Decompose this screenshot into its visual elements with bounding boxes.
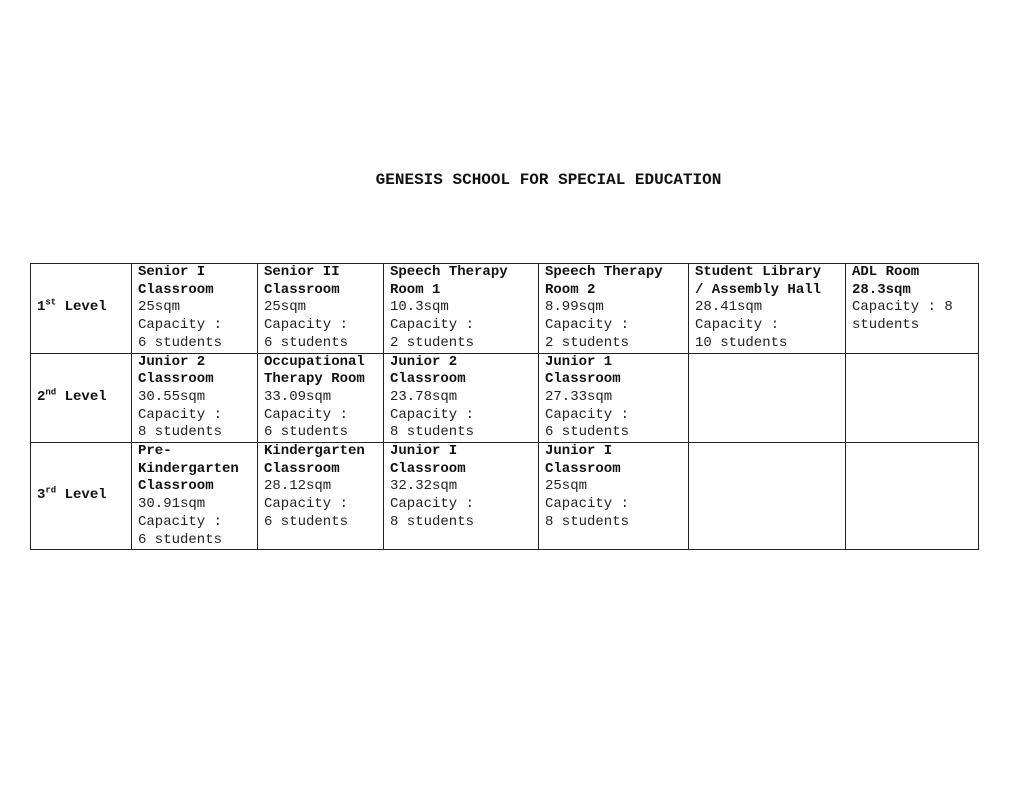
room-capacity: Capacity : 8 students [138, 406, 223, 441]
table-row-level-3 [31, 443, 979, 550]
room-name: ADL Room [852, 264, 920, 280]
room-cell [384, 443, 539, 550]
level-label [31, 443, 132, 550]
room-area: 25sqm [264, 299, 307, 316]
room-cell [539, 443, 689, 550]
room-area: 23.78sqm [390, 388, 458, 405]
room-cell [384, 353, 539, 443]
room-area: 33.09sqm [264, 388, 332, 405]
room-name: Junior 1 Classroom [545, 353, 621, 388]
room-capacity: Capacity : 6 students [264, 406, 349, 441]
room-capacity: Capacity : 10 students [695, 317, 788, 351]
room-cell [539, 353, 689, 443]
room-name: Junior 2 Classroom [390, 353, 466, 388]
room-name: Junior 2 Classroom [138, 353, 214, 388]
room-cell [132, 353, 258, 443]
level-word: Level [56, 388, 107, 405]
room-cell [846, 264, 979, 354]
level-number: 2 [37, 388, 46, 405]
room-capacity: Capacity : 8 students [390, 496, 475, 530]
room-cell [539, 264, 689, 354]
room-capacity: Capacity : 2 students [390, 317, 475, 351]
room-cell [384, 264, 539, 354]
room-capacity: Capacity : 2 students [545, 317, 630, 351]
room-cell [689, 264, 846, 354]
room-capacity: Capacity : 6 students [138, 513, 223, 548]
room-cell [132, 443, 258, 550]
room-name: Senior II Classroom [264, 264, 340, 298]
room-capacity: Capacity : 6 students [264, 317, 349, 351]
room-capacity: Capacity : 8 students [852, 299, 953, 334]
room-capacity: Capacity : 6 students [138, 317, 223, 351]
room-name: Occupational Therapy Room [264, 353, 365, 388]
level-number: 3 [37, 487, 46, 504]
room-name: Junior I Classroom [545, 443, 621, 477]
level-word: Level [56, 299, 107, 316]
room-capacity-table [30, 263, 979, 550]
room-cell [258, 353, 384, 443]
room-area: 25sqm [138, 299, 181, 316]
room-name: Pre- Kindergarten Classroom [138, 443, 239, 495]
room-area: 30.55sqm [138, 388, 206, 405]
room-area: 28.41sqm [695, 299, 763, 316]
level-label [31, 264, 132, 354]
room-name: Kindergarten Classroom [264, 443, 365, 477]
room-name: Student Library / Assembly Hall [695, 264, 822, 298]
room-capacity: Capacity : 6 students [545, 406, 630, 441]
room-cell [132, 264, 258, 354]
room-area: 28.3sqm [852, 281, 911, 298]
room-cell-empty [846, 353, 979, 443]
table-row-level-2 [31, 353, 979, 443]
room-area: 8.99sqm [545, 299, 604, 316]
room-area: 28.12sqm [264, 478, 332, 495]
room-cell-empty [689, 443, 846, 550]
room-name: Senior I Classroom [138, 264, 214, 298]
room-area: 25sqm [545, 478, 588, 495]
room-name: Junior I Classroom [390, 443, 466, 477]
room-capacity: Capacity : 8 students [545, 496, 630, 530]
level-ordinal-suffix: nd [45, 387, 57, 398]
room-cell [258, 443, 384, 550]
level-ordinal-suffix: st [45, 297, 57, 308]
level-label [31, 353, 132, 443]
room-name: Speech Therapy Room 2 [545, 264, 663, 298]
room-area: 30.91sqm [138, 496, 206, 513]
document-title: GENESIS SCHOOL FOR SPECIAL EDUCATION [375, 171, 722, 189]
room-capacity: Capacity : 8 students [390, 406, 475, 441]
room-cell-empty [689, 353, 846, 443]
room-area: 32.32sqm [390, 478, 458, 495]
level-ordinal-suffix: rd [45, 485, 57, 496]
room-name: Speech Therapy Room 1 [390, 264, 508, 298]
level-word: Level [56, 487, 107, 504]
room-capacity: Capacity : 6 students [264, 496, 349, 530]
room-area: 10.3sqm [390, 299, 449, 316]
room-area: 27.33sqm [545, 388, 613, 405]
room-cell [258, 264, 384, 354]
table-row-level-1 [31, 264, 979, 354]
room-cell-empty [846, 443, 979, 550]
level-number: 1 [37, 299, 46, 316]
